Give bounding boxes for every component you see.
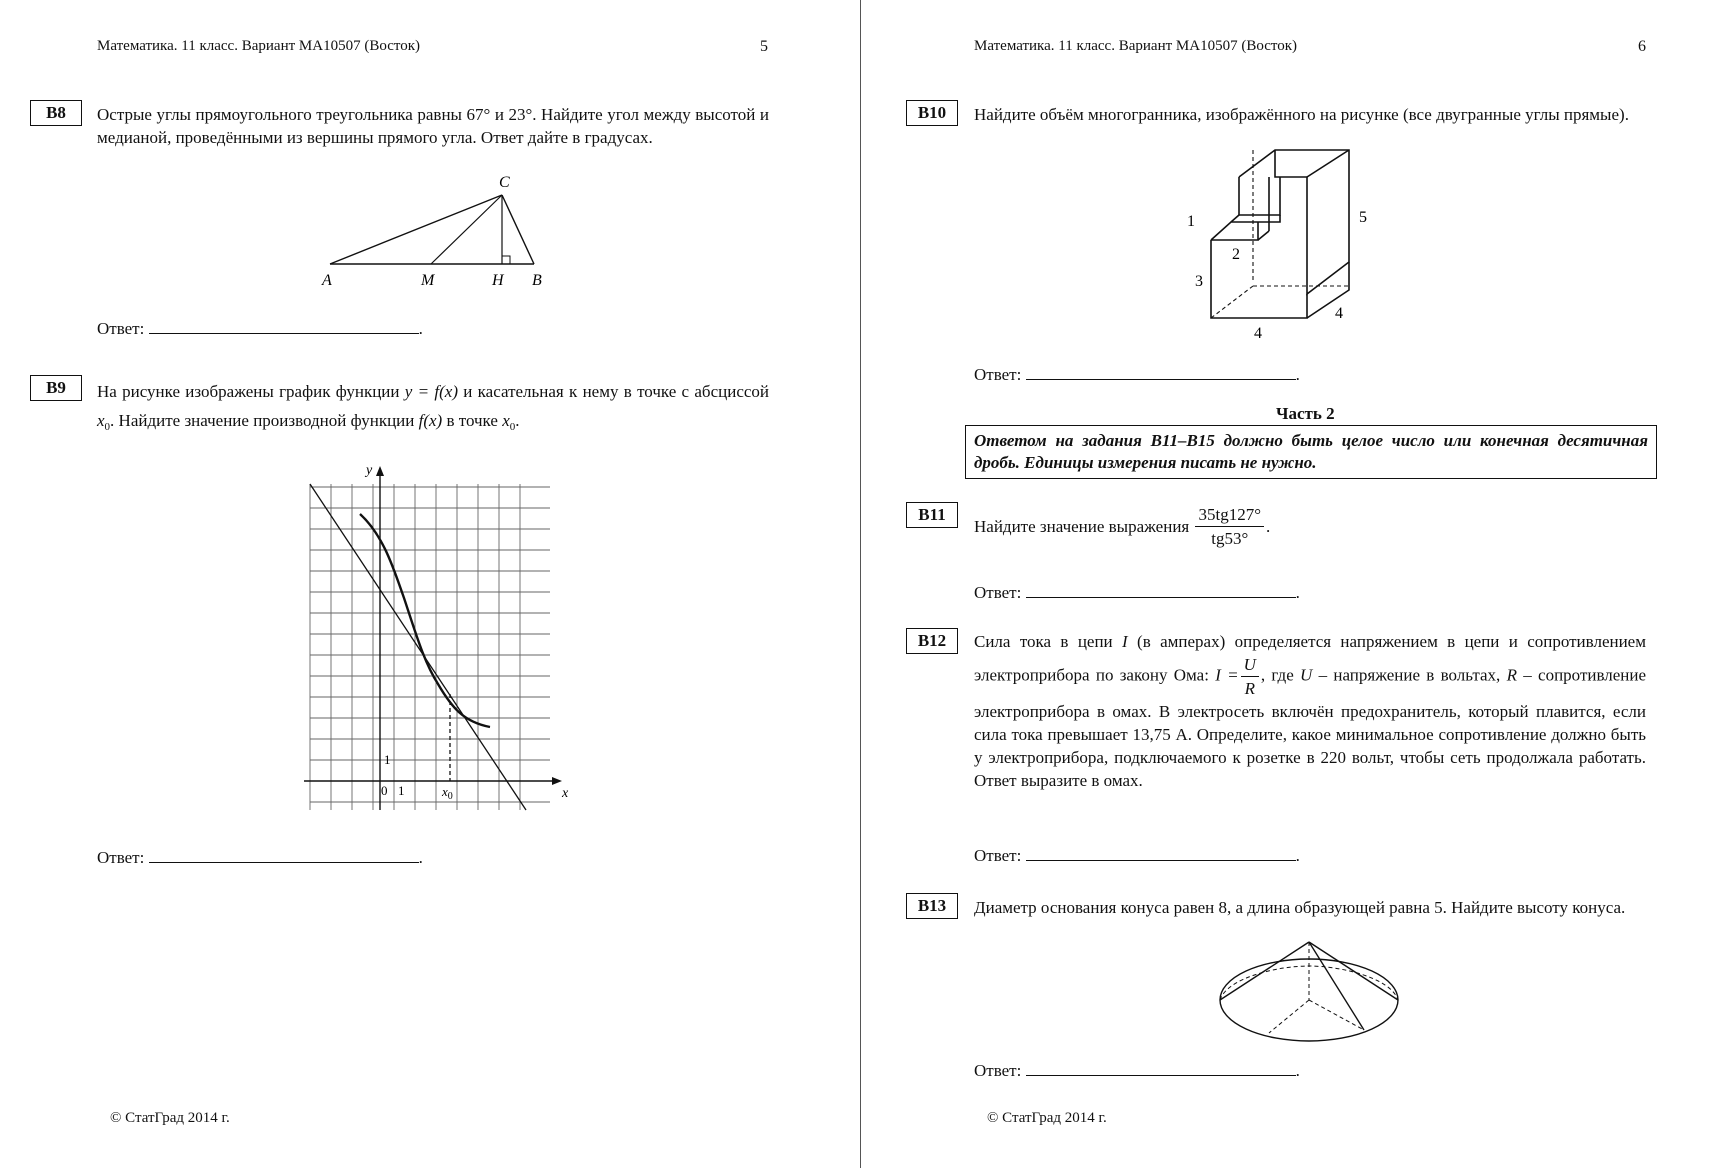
- task-b11-text: Найдите значение выражения $\frac{35tg127^\circ}{tg53^\circ}$ .: [974, 505, 1271, 548]
- function-graph: [300, 462, 580, 817]
- answer-label: Ответ:: [97, 848, 145, 867]
- page-right: [862, 0, 1720, 1168]
- answer-label: Ответ:: [974, 583, 1022, 602]
- page-footer: © СтатГрад 2014 г.: [987, 1110, 1107, 1126]
- dim-label-2: 2: [1232, 246, 1240, 263]
- task-label-b10: B10: [906, 100, 958, 126]
- page-header: Математика. 11 класс. Вариант МА10507 (Восток): [974, 38, 1297, 54]
- page-header: Математика. 11 класс. Вариант МА10507 (Восток): [97, 38, 420, 54]
- answer-field-b8[interactable]: [149, 318, 419, 334]
- answer-line-b12: Ответ: .: [974, 846, 1300, 865]
- point-h-label: H: [492, 272, 504, 289]
- task-b10-text: Найдите объём многогранника, изображённого на рисунке (все двугранные углы прямые).: [974, 105, 1629, 124]
- page-divider: [860, 0, 861, 1168]
- task-b9-text: На рисунке изображены график функции y = f(x) и касательная к нему в точке с абсциссой $x_0$. Найдите значение производной функции f(x) в точке $x_0$.: [97, 382, 770, 433]
- fraction-numerator: 35tg127°: [1195, 503, 1264, 527]
- part-2-instructions: Ответом на задания B11–B15 должно быть целое число или конечная десятичная дробь. Единицы измерения писать не нужно.: [965, 425, 1657, 479]
- dim-label-3: 3: [1195, 273, 1203, 290]
- polyhedron-figure: [1187, 140, 1427, 345]
- answer-label: Ответ:: [974, 365, 1022, 384]
- cone-figure: [1217, 938, 1407, 1048]
- point-m-label: M: [421, 272, 435, 289]
- dim-label-4-side: 4: [1335, 305, 1343, 322]
- answer-field-b10[interactable]: [1026, 364, 1296, 380]
- dim-label-5: 5: [1359, 209, 1367, 226]
- tangent-line: [310, 484, 526, 810]
- task-label-b13: B13: [906, 893, 958, 919]
- answer-field-b12[interactable]: [1026, 845, 1296, 861]
- task-b12-text: Сила тока в цепи I (в амперах) определяется напряжением в цепи и сопротивлением электроприбора по закону Ома: I = $\frac{U}{R}$ , где U – напряжение в вольтах, R – сопротивление электроприбора в омах. В электросеть включён предохранитель, который плавится, если сила тока превышает 13,75 А. Определите, какое минимальное сопротивление должно быть у электроприбора, подключаемого к розетке в 220 вольт, чтобы сеть продолжала работать. Ответ выразите в омах.: [974, 632, 1647, 790]
- answer-label: Ответ:: [974, 1061, 1022, 1080]
- answer-line-b11: Ответ: .: [974, 583, 1300, 602]
- origin-label: 0: [381, 783, 388, 798]
- answer-line-b8: Ответ: .: [97, 319, 423, 338]
- dim-label-1: 1: [1187, 213, 1195, 230]
- unit-y-label: 1: [384, 752, 391, 767]
- answer-field-b9[interactable]: [149, 847, 419, 863]
- current-value: 13,75 А: [1132, 725, 1188, 744]
- answer-line-b13: Ответ: .: [974, 1061, 1300, 1080]
- part-2-title: Часть 2: [1276, 404, 1335, 423]
- page-number: 5: [760, 38, 768, 55]
- ohm-fraction: $\frac{U}{R}$: [1241, 653, 1259, 700]
- y-axis-label: y: [366, 463, 373, 478]
- unit-x-label: 1: [398, 783, 405, 798]
- function-notation-2: f(x): [418, 411, 443, 430]
- point-b-label: B: [532, 272, 542, 289]
- x0-label: $x_0$: [442, 784, 453, 802]
- point-c-label: C: [499, 174, 510, 191]
- answer-field-b11[interactable]: [1026, 582, 1296, 598]
- fraction-denominator: tg53°: [1211, 529, 1249, 548]
- expression-fraction: [1195, 503, 1264, 550]
- task-label-b12: B12: [906, 628, 958, 654]
- function-notation: y = f(x): [404, 382, 458, 401]
- triangle-figure: [310, 170, 560, 290]
- dim-label-4-front: 4: [1254, 325, 1262, 342]
- task-b13-text: Диаметр основания конуса равен 8, а длина образующей равна 5. Найдите высоту конуса.: [974, 898, 1626, 917]
- page-number: 6: [1638, 38, 1646, 55]
- task-b8-text: Острые углы прямоугольного треугольника равны 67° и 23°. Найдите угол между высотой и медианой, проведёнными из вершины прямого угла. Ответ дайте в градусах.: [97, 105, 769, 147]
- answer-label: Ответ:: [97, 319, 145, 338]
- answer-field-b13[interactable]: [1026, 1060, 1296, 1076]
- page-footer: © СтатГрад 2014 г.: [110, 1110, 230, 1126]
- x-axis-label: x: [562, 786, 569, 801]
- point-a-label: A: [322, 272, 332, 289]
- answer-label: Ответ:: [974, 846, 1022, 865]
- task-label-b8: B8: [30, 100, 82, 126]
- task-label-b11: B11: [906, 502, 958, 528]
- answer-line-b9: Ответ: .: [97, 848, 423, 867]
- answer-line-b10: Ответ: .: [974, 365, 1300, 384]
- task-label-b9: B9: [30, 375, 82, 401]
